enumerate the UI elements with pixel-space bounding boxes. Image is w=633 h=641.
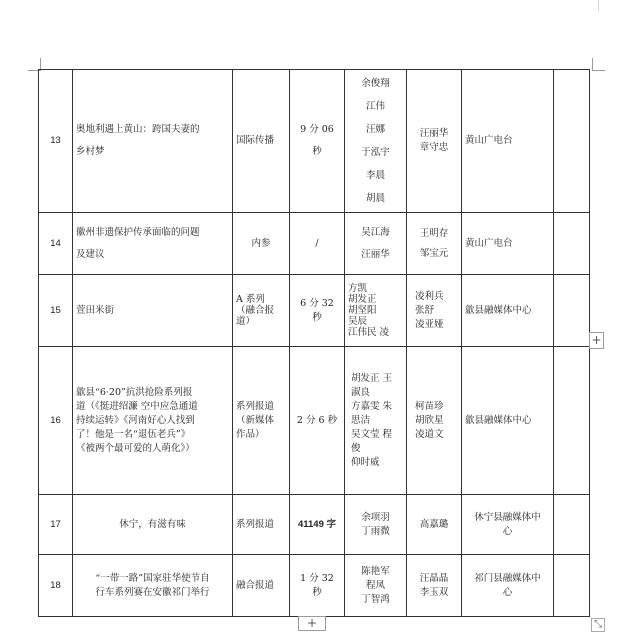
entry-category-line: （新媒体 bbox=[236, 414, 275, 426]
entry-authors[interactable] bbox=[345, 213, 407, 275]
entry-length-line: 6 分 32 bbox=[300, 297, 334, 309]
entry-category-line: （融合报 bbox=[236, 305, 275, 316]
entry-editors[interactable] bbox=[407, 70, 462, 213]
entry-authors-line: 胡发正 王 bbox=[351, 372, 393, 384]
entry-authors-line: 丁智鸿 bbox=[361, 593, 390, 605]
entry-authors-line: 江伟民 凌 bbox=[348, 327, 390, 338]
entry-category-line: 作品） bbox=[236, 428, 265, 440]
table-row bbox=[39, 275, 590, 347]
entry-length-line: 秒 bbox=[312, 586, 322, 598]
row-number[interactable]: 17 bbox=[39, 495, 73, 555]
entry-authors-line: 俊 bbox=[351, 442, 361, 454]
entry-editors[interactable] bbox=[407, 555, 462, 617]
entry-unit-line: 歙县融媒体中心 bbox=[465, 304, 532, 316]
entry-unit-line: 心 bbox=[502, 586, 513, 598]
entry-length-line: / bbox=[315, 237, 319, 249]
entry-editors-line: 柯苗珍 bbox=[415, 400, 444, 412]
entry-category[interactable] bbox=[233, 275, 290, 347]
entry-title-line: 《被两个最可爱的人萌化》） bbox=[76, 442, 195, 454]
awards-table bbox=[38, 69, 590, 617]
entry-editors-line: 汪晶晶 bbox=[419, 572, 449, 584]
empty-cell[interactable] bbox=[554, 275, 590, 347]
entry-length-line: 9 分 06 bbox=[300, 124, 334, 135]
page-edge bbox=[598, 0, 599, 12]
entry-unit-line: 休宁县融媒体中 bbox=[474, 511, 541, 523]
entry-category[interactable] bbox=[233, 495, 290, 555]
entry-title-line: 乡村梦 bbox=[76, 146, 105, 157]
entry-editors-line: 凌亚娅 bbox=[415, 318, 444, 330]
entry-editors-line: 章守忠 bbox=[419, 142, 449, 153]
entry-unit[interactable] bbox=[462, 213, 554, 275]
entry-authors-line: 汪丽华 bbox=[361, 248, 390, 260]
entry-authors-line: 胡坚阳 bbox=[348, 305, 377, 316]
table-row bbox=[39, 347, 590, 495]
table-row bbox=[39, 70, 590, 213]
entry-category-line: 系列报道 bbox=[236, 400, 275, 412]
entry-length[interactable] bbox=[290, 213, 345, 275]
empty-cell[interactable] bbox=[554, 70, 590, 213]
entry-authors-line: 吴文莹 程 bbox=[351, 428, 393, 440]
entry-authors-line: 淑良 bbox=[351, 386, 371, 398]
entry-authors-line: 吴江海 bbox=[361, 226, 390, 238]
entry-length[interactable] bbox=[290, 347, 345, 495]
add-column-button[interactable]: + bbox=[589, 332, 604, 349]
entry-authors-line: 陈艳军 bbox=[361, 565, 390, 577]
entry-authors-line: 胡晨 bbox=[365, 193, 385, 204]
entry-title-line: 休宁，有滋有味 bbox=[119, 518, 186, 530]
entry-unit-line: 黄山广电台 bbox=[465, 237, 513, 249]
entry-category-line: A 系列 bbox=[236, 294, 265, 305]
entry-category[interactable] bbox=[233, 213, 290, 275]
entry-authors-line: 思洁 bbox=[351, 414, 371, 426]
entry-category-line: 系列报道 bbox=[236, 518, 275, 530]
entry-authors-line: 程凤 bbox=[365, 579, 385, 591]
entry-length-line: 秒 bbox=[312, 146, 322, 157]
entry-unit[interactable] bbox=[462, 70, 554, 213]
entry-unit[interactable] bbox=[462, 495, 554, 555]
table-row bbox=[39, 495, 590, 555]
entry-title[interactable] bbox=[73, 347, 233, 495]
entry-title[interactable] bbox=[73, 275, 233, 347]
entry-editors-line: 李玉双 bbox=[419, 586, 449, 598]
entry-length-line: 41149 字 bbox=[297, 518, 337, 530]
entry-authors-line: 汪娜 bbox=[365, 124, 385, 135]
row-number[interactable]: 14 bbox=[39, 213, 73, 275]
entry-authors-line: 于泓宇 bbox=[361, 147, 390, 158]
entry-editors-line: 邹宝元 bbox=[419, 247, 449, 259]
entry-length[interactable] bbox=[290, 70, 345, 213]
entry-editors-line: 凌利兵 bbox=[415, 290, 444, 302]
entry-title[interactable] bbox=[73, 555, 233, 617]
table-row bbox=[39, 213, 590, 275]
row-number[interactable]: 15 bbox=[39, 275, 73, 347]
entry-editors[interactable] bbox=[407, 347, 462, 495]
entry-authors-line: 李晨 bbox=[365, 170, 385, 181]
entry-category[interactable] bbox=[233, 555, 290, 617]
entry-length-line: 1 分 32 bbox=[300, 572, 334, 584]
entry-authors-line: 胡发正 bbox=[348, 294, 377, 305]
table-resize-handle[interactable]: ⤡ bbox=[591, 618, 605, 632]
empty-cell[interactable] bbox=[554, 495, 590, 555]
entry-editors-line: 凌道文 bbox=[415, 428, 444, 440]
entry-authors-line: 江伟 bbox=[365, 101, 385, 112]
entry-category-line: 融合报道 bbox=[236, 579, 275, 591]
entry-category-line: 国际传播 bbox=[236, 135, 275, 146]
entry-length-line: 2 分 6 秒 bbox=[296, 414, 338, 426]
entry-authors[interactable] bbox=[345, 495, 407, 555]
entry-title-line: 萱田米街 bbox=[76, 304, 115, 316]
entry-category[interactable] bbox=[233, 70, 290, 213]
entry-title-line: 持续运转》《河南好心人找到 bbox=[76, 414, 195, 426]
entry-title-line: 歙县“6·20”抗洪抢险系列报 bbox=[76, 386, 193, 398]
entry-unit[interactable] bbox=[462, 347, 554, 495]
entry-authors[interactable] bbox=[345, 70, 407, 213]
entry-title-line: 及建议 bbox=[76, 248, 105, 260]
entry-authors-line: 仰时威 bbox=[351, 456, 380, 468]
entry-length-line: 秒 bbox=[312, 311, 322, 323]
entry-length[interactable] bbox=[290, 275, 345, 347]
entry-editors-line: 王明存 bbox=[419, 227, 449, 239]
entry-authors-line: 丁雨微 bbox=[361, 525, 390, 537]
table-row bbox=[39, 555, 590, 617]
entry-title-line: “一带一路”国家驻华使节自 bbox=[95, 572, 210, 584]
entry-authors[interactable] bbox=[345, 347, 407, 495]
entry-title-line: 道（《挺进绍濂 空中应急通道 bbox=[76, 400, 198, 412]
entry-unit[interactable] bbox=[462, 555, 554, 617]
entry-category[interactable] bbox=[233, 347, 290, 495]
entry-title[interactable] bbox=[73, 70, 233, 213]
entry-authors[interactable] bbox=[345, 555, 407, 617]
entry-title[interactable] bbox=[73, 213, 233, 275]
entry-authors[interactable] bbox=[345, 275, 407, 347]
row-number[interactable]: 13 bbox=[39, 70, 73, 213]
entry-unit-line: 黄山广电台 bbox=[465, 135, 513, 146]
entry-title-line: 徽州非遗保护传承面临的问题 bbox=[76, 226, 200, 238]
entry-title-line: 行车系列赛在安徽祁门举行 bbox=[95, 586, 210, 598]
entry-unit[interactable] bbox=[462, 275, 554, 347]
entry-unit-line: 歙县融媒体中心 bbox=[465, 414, 532, 426]
entry-title-line: 了！他是一名“退伍老兵”》 bbox=[76, 428, 191, 440]
entry-authors-line: 余项羽 bbox=[361, 511, 390, 523]
entry-authors-line: 余俊翔 bbox=[361, 78, 390, 89]
entry-editors-line: 高嘉璐 bbox=[419, 518, 449, 530]
entry-editors[interactable] bbox=[407, 213, 462, 275]
entry-editors-line: 汪丽华 bbox=[419, 128, 449, 139]
entry-editors[interactable] bbox=[407, 275, 462, 347]
entry-title[interactable] bbox=[73, 495, 233, 555]
entry-category-line: 内参 bbox=[251, 237, 271, 249]
entry-category-line: 道） bbox=[236, 316, 256, 327]
entry-authors-line: 吴辰 bbox=[348, 316, 368, 327]
empty-cell[interactable] bbox=[554, 555, 590, 617]
entry-length[interactable] bbox=[290, 495, 345, 555]
entry-length[interactable] bbox=[290, 555, 345, 617]
empty-cell[interactable] bbox=[554, 347, 590, 495]
entry-unit-line: 祁门县融媒体中 bbox=[474, 572, 541, 584]
entry-editors-line: 张舒 bbox=[415, 304, 435, 316]
entry-editors[interactable] bbox=[407, 495, 462, 555]
row-number[interactable]: 16 bbox=[39, 347, 73, 495]
crop-mark-right bbox=[592, 58, 605, 71]
add-row-button[interactable]: + bbox=[298, 616, 326, 631]
entry-authors-line: 方嘉雯 朱 bbox=[351, 400, 393, 412]
entry-authors-line: 方凯 bbox=[348, 283, 368, 294]
entry-unit-line: 心 bbox=[502, 525, 513, 537]
entry-editors-line: 胡欣星 bbox=[415, 414, 444, 426]
row-number[interactable]: 18 bbox=[39, 555, 73, 617]
empty-cell[interactable] bbox=[554, 213, 590, 275]
entry-title-line: 奥地利遇上黄山：跨国夫妻的 bbox=[76, 124, 200, 135]
